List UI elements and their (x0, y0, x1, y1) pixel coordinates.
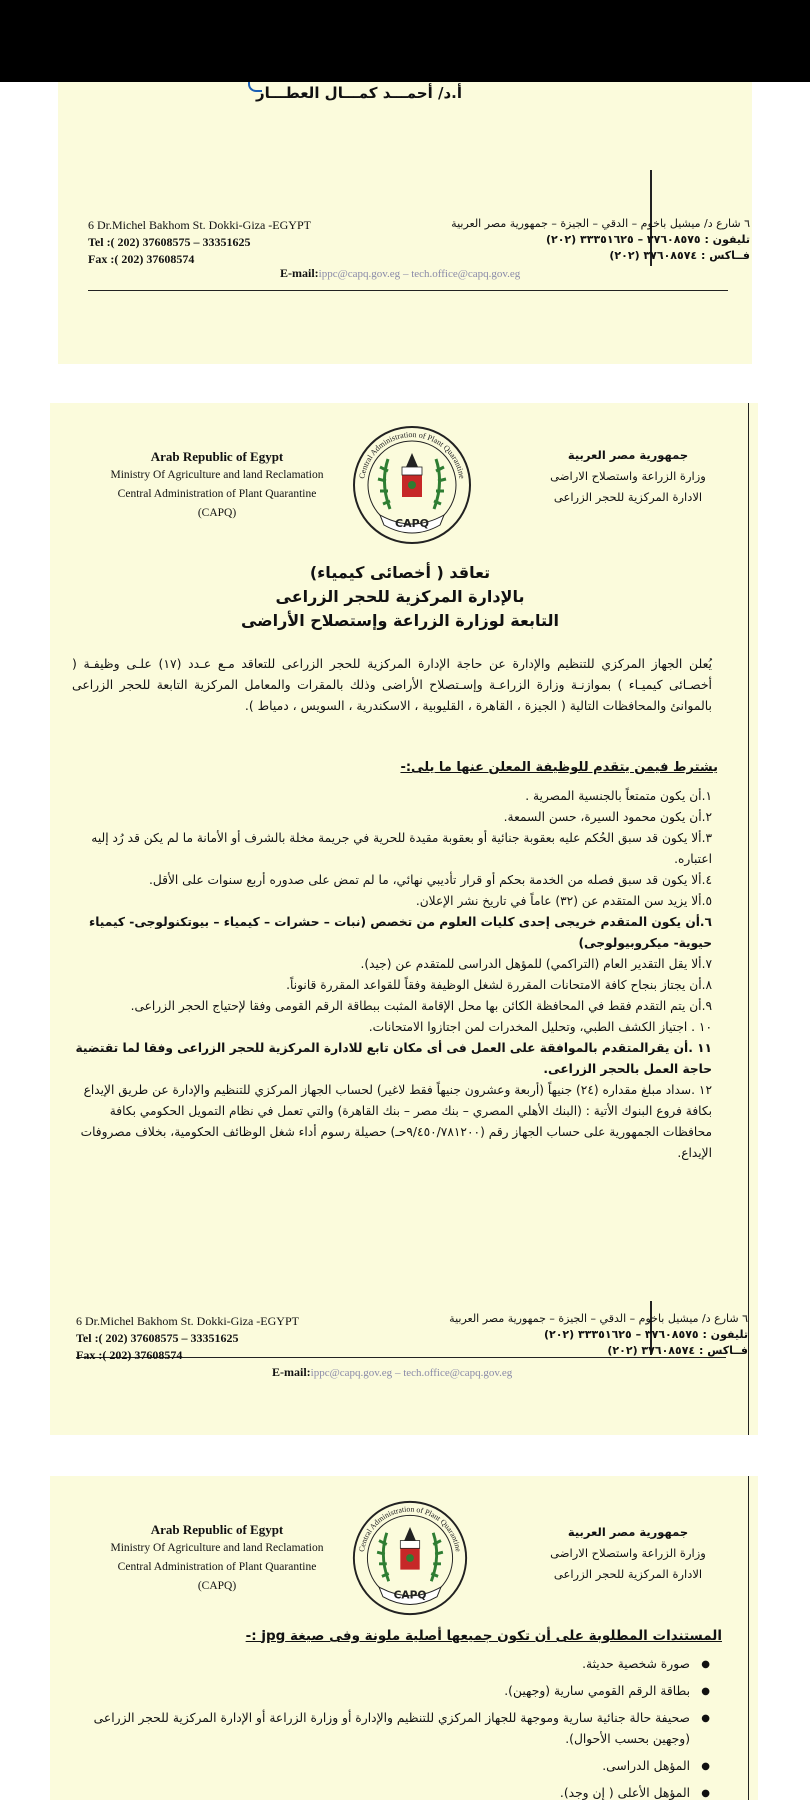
page-edge-line (748, 403, 749, 1435)
email-separator: – (400, 268, 412, 280)
condition-item: ٣.ألا يكون قد سبق الحُكم عليه بعقوبة جنائية أو بعقوبة مقيدة للحرية في جريمة مخلة بالشرف أو الأمانة ما لم يكن قد رُد إليه اعتباره. (91, 831, 712, 866)
condition-item: ١١ .أن يقرالمتقدم بالموافقة على العمل فى أى مكان تابع للادارة المركزية للحجر الزراعى وفقا لما تقتضية حاجة العمل بالحجر الزراعى. (75, 1041, 712, 1076)
document-item: ● صحيفة حالة جنائية سارية وموجهة للجهاز المركزي للتنظيم والإدارة أو وزارة الزراعة أو الإدارة المركزية للحجر الزراعى (وجهين بحسب الأحوال). (76, 1708, 712, 1750)
document-item: ● بطاقة الرقم القومي سارية (وجهين). (76, 1681, 712, 1702)
condition-item: ٦.أن يكون المتقدم خريجى إحدى كليات العلوم من تخصص (نبات – حشرات – كيمياء – بيوتكنولوجى- كيمياء حيوية- ميكروبيولوجى) (89, 915, 712, 950)
footer-fax-en: Fax :( 202) 37608574 (88, 252, 195, 266)
header-en-country: Arab Republic of Egypt (150, 1522, 284, 1537)
footer-email (280, 266, 720, 281)
header-en-administration: Central Administration of Plant Quarantine (117, 1561, 317, 1573)
footer-address-ar: ٦ شارع د/ ميشيل باخوم – الدقي – الجيزة – جمهورية مصر العربية (451, 217, 750, 230)
title-line-2: بالإدارة المركزية للحجر الزراعى (275, 587, 525, 606)
header-en-country: Arab Republic of Egypt (150, 449, 284, 464)
header-ar-administration: الادارة المركزية للحجر الزراعى (553, 1567, 703, 1581)
email-link-ippc[interactable]: ippc@capq.gov.eg (318, 268, 401, 280)
document-page-1 (58, 82, 752, 364)
condition-item: ٧.ألا يقل التقدير العام (التراكمي) للمؤهل الدراسى للمتقدم عن (جيد). (360, 957, 712, 971)
header-en-administration: Central Administration of Plant Quarantine (117, 488, 317, 500)
header-ar-ministry: وزارة الزراعة واستصلاح الاراضى (550, 1546, 706, 1560)
footer-english (76, 1313, 406, 1364)
footer-address-en: 6 Dr.Michel Bakhom St. Dokki-Giza -EGYPT (76, 1314, 299, 1328)
logo-ring-text: Central Administration of Plant Quarantine (356, 1504, 464, 1553)
condition-item: ١٠ . اجتياز الكشف الطبي، وتحليل المخدرات لمن اجتازوا الامتحانات. (368, 1020, 712, 1034)
capq-logo-icon (350, 1498, 470, 1618)
page-edge-line (748, 1476, 749, 1800)
logo-text: CAPQ (395, 517, 429, 530)
header-english (92, 447, 342, 523)
header-arabic (518, 445, 738, 508)
documents-list (76, 1654, 712, 1800)
header-ar-country: جمهورية مصر العربية (567, 1525, 689, 1539)
footer-rule (88, 290, 728, 291)
condition-item: ٢.أن يكون محمود السيرة، حسن السمعة. (503, 810, 712, 824)
condition-item: ٩.أن يتم التقدم فقط في المحافظة الكائن بها محل الإقامة المثبت ببطاقة الرقم القومى وفقا لإحتياج الحجر الزراعى. (130, 999, 712, 1013)
email-link-ippc[interactable]: ippc@capq.gov.eg (310, 1367, 393, 1379)
condition-item: ٨.أن يجتاز بنجاح كافة الامتحانات المقررة لشغل الوظيفة وفقاً للقواعد المقررة قانوناً. (286, 978, 712, 992)
documents-heading: المستندات المطلوبة على أن تكون جميعها أصلية ملونة وفى صيغة jpg :- (245, 1628, 722, 1644)
header-ar-country: جمهورية مصر العربية (567, 448, 689, 462)
footer-fax-ar: فــاكس : ٣٧٦٠٨٥٧٤ (٢٠٢) (607, 1344, 748, 1357)
footer-arabic (430, 216, 750, 264)
email-link-tech-office[interactable]: tech.office@capq.gov.eg (411, 268, 521, 280)
footer-tel-ar: تليفون : ٣٧٦٠٨٥٧٥ – ٣٣٣٥١٦٢٥ (٢٠٢) (545, 233, 750, 246)
announcement-intro: يُعلن الجهاز المركزي للتنظيم والإدارة عن حاجة الإدارة المركزية للحجر الزراعى للتعاقد مـع عـدد (١٧) علـى وظيفـة ( أخصـائى كيميـاء ) بموازنـة وزارة الزراعـة وإسـتصلاح الأراضى وذلك بالمقرات والمعامل المركزية التابعة للحجر الزراعى بالموانئ والمحافظات التالية ( الجيزة ، القاهرة ، القليوبية ، الاسكندرية ، السويس ، دمياط ). (72, 656, 712, 713)
footer-arabic (428, 1311, 748, 1359)
document-item: ● صورة شخصية حديثة. (76, 1654, 712, 1675)
footer-tel-ar: تليفون : ٣٧٦٠٨٥٧٥ – ٣٣٣٥١٦٢٥ (٢٠٢) (543, 1328, 748, 1341)
capq-logo-icon (350, 423, 474, 547)
condition-item: ٤.ألا يكون قد سبق فصله من الخدمة بحكم أو قرار تأديبي نهائي، ما لم تمض على صدوره أربع سنوات على الأقل. (149, 873, 712, 887)
footer-fax-en: Fax :( 202) 37608574 (76, 1348, 183, 1362)
condition-item: ١٢ .سداد مبلغ مقداره (٢٤) جنيهاً (أربعة وعشرون جنيهاً فقط لاغير) لحساب الجهاز المركزي للتنظيم والإدارة عن طريق الإيداع بكافة فروع البنوك الأتية : (البنك الأهلي المصري – بنك مصر – بنك القاهرة) والتي تعمل في نظام التمويل الحكومي بكافة محافظات الجمهورية على حساب الجهاز رقم (٩/٤٥٠/٧٨١٢٠٠حـ) حصيلة رسوم أداء شغل الوظائف الحكومية، بخلاف مصروفات الإيداع. (80, 1083, 712, 1160)
document-page-2 (50, 403, 758, 1435)
email-label: E-mail: (272, 1365, 311, 1379)
header-en-ministry: Ministry Of Agriculture and land Reclamation (110, 469, 324, 481)
email-separator: – (392, 1367, 404, 1379)
announcement-title (70, 561, 730, 633)
conditions-list (72, 786, 712, 1164)
condition-item: ١.أن يكون متمتعاً بالجنسية المصرية . (525, 789, 712, 803)
header-english (92, 1520, 342, 1596)
document-item: ● المؤهل الدراسى. (76, 1756, 712, 1777)
document-page-3 (50, 1476, 758, 1800)
footer-address-ar: ٦ شارع د/ ميشيل باخوم – الدقي – الجيزة – جمهورية مصر العربية (449, 1312, 748, 1325)
logo-ring-text: Central Administration of Plant Quarantine (357, 429, 467, 480)
header-en-abbrev: (CAPQ) (197, 1580, 237, 1592)
condition-item: ٥.ألا يزيد سن المتقدم عن (٣٢) عاماً في تاريخ نشر الإعلان. (415, 894, 712, 908)
header-ar-administration: الادارة المركزية للحجر الزراعى (553, 490, 703, 504)
conditions-heading: يشترط فيمن يتقدم للوظيفة المعلن عنها ما يلى:- (400, 760, 718, 775)
email-label: E-mail: (280, 266, 319, 280)
header-arabic (518, 1522, 738, 1585)
header-ar-ministry: وزارة الزراعة واستصلاح الاراضى (550, 469, 706, 483)
document-item: ● المؤهل الأعلى ( إن وجد). (76, 1783, 712, 1800)
footer-english (88, 217, 418, 268)
header-en-ministry: Ministry Of Agriculture and land Reclamation (110, 1542, 324, 1554)
footer-fax-ar: فــاكس : ٣٧٦٠٨٥٧٤ (٢٠٢) (609, 249, 750, 262)
header-en-abbrev: (CAPQ) (197, 507, 237, 519)
logo-text: CAPQ (393, 1588, 427, 1602)
footer-tel-en: Tel :( 202) 37608575 – 33351625 (76, 1331, 239, 1345)
signatory-name: أ.د/ أحمـــد كمـــال العطـــار (255, 84, 462, 102)
footer-tel-en: Tel :( 202) 37608575 – 33351625 (88, 235, 251, 249)
email-link-tech-office[interactable]: tech.office@capq.gov.eg (403, 1367, 513, 1379)
title-line-3: التابعة لوزارة الزراعة وإستصلاح الأراضى (240, 611, 560, 630)
status-bar (0, 0, 810, 82)
title-line-1: تعاقد ( أخصائى كيمياء) (309, 563, 491, 582)
footer-address-en: 6 Dr.Michel Bakhom St. Dokki-Giza -EGYPT (88, 218, 311, 232)
footer-email (272, 1365, 732, 1380)
